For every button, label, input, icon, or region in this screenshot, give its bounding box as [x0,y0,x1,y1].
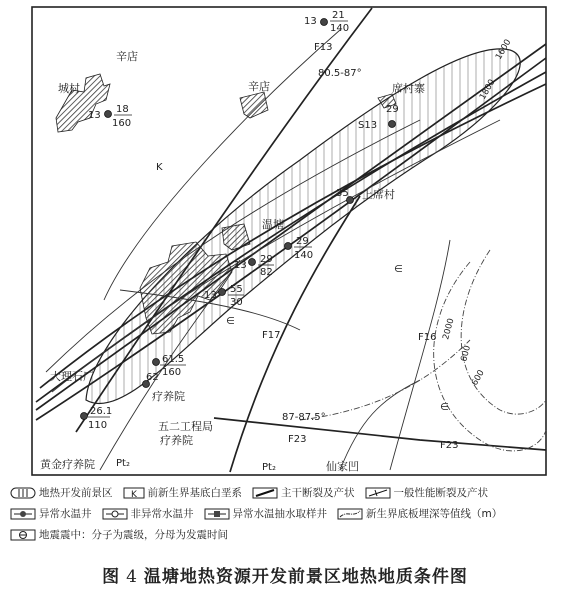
well-6-den: 30 [230,297,243,308]
fault-f23 [214,418,546,450]
contour-east-1 [434,262,546,451]
legend-label-main-fault: 主干断裂及产状 [281,487,355,499]
legend-label-zone: 地热开发前景区 [39,487,113,499]
legend-label-quake: 地震震中：分子为震级，分母为发震时间 [39,529,228,541]
symbol-cambrian-2: ∈ [226,316,235,327]
well-8-num: 62 [146,372,159,383]
label-dip-2: 87-87.5° [282,412,326,423]
well-4-num: 29 [296,236,309,247]
legend-item-zone [10,485,113,500]
well-5-num: 29 [260,254,273,265]
label-f16: F16 [418,332,437,343]
legend-label-k: 前新生界基底白垩系 [147,487,242,499]
legend-item-main-fault [252,485,355,500]
well-5-den: 82 [260,267,273,278]
legend-row-3 [10,524,562,545]
well-7-den: 160 [162,367,182,378]
well-9-den: 110 [88,420,108,431]
legend-item-abnormal-well [10,506,92,521]
label-f23-east: F23 [440,440,459,451]
well-3-num: 29 [386,104,399,115]
well-5-marker [249,259,256,266]
well-6-top: 13 [204,290,217,301]
legend-zone-icon [10,487,36,499]
symbol-pt-2: Pt₂ [262,462,276,473]
well-6-num: 55 [230,284,243,295]
place-xindian-mid: 辛店 [248,80,270,93]
legend-non-abnormal-well-icon [102,508,128,520]
legend-item-general-fault [365,485,489,500]
k-block-xindian [240,92,268,118]
well-1-num: 21 [332,10,345,21]
legend-contour-icon [337,508,363,520]
contour-east-2 [461,250,546,414]
caption-title: 温塘地热资源开发前景区地热地质条件图 [143,567,468,587]
well-2-marker [105,111,112,118]
well-9-num: 26.1 [90,406,113,417]
well-2-den: 160 [112,118,132,129]
legend-k-icon [123,487,145,499]
place-wuqi: 五二工程局 [158,420,213,433]
place-xindian-top: 辛店 [116,50,138,63]
svg-text:K: K [130,489,137,499]
caption-number: 4 [126,567,138,587]
label-f23-center: F23 [288,434,307,445]
legend-quake-icon [10,529,36,541]
well-3-top: S13 [358,120,378,131]
well-2-num: 18 [116,104,129,115]
legend [10,482,562,545]
legend-general-fault-icon [365,487,391,499]
contour-label-1800: 1800 [477,77,498,102]
label-dip-1: 80.5-87° [318,68,362,79]
well-2-top: 13 [88,110,101,121]
general-fault-5 [340,380,420,470]
legend-row-1 [10,482,562,503]
cenozoic-floor-contours [300,250,546,451]
legend-sample-well-icon [204,508,230,520]
well-3-marker [389,121,396,128]
symbol-pt-1: Pt₂ [116,458,130,469]
legend-item-k [123,485,243,500]
legend-label-sample-well: 异常水温抽水取样井 [232,508,327,520]
well-1-top: 13 [304,16,317,27]
figure-caption [0,562,570,587]
place-wentang: 温塘 [262,218,284,231]
symbol-k: K [156,162,163,173]
well-5-top: 13 [234,260,247,271]
caption-prefix: 图 [102,567,121,587]
legend-item-quake [10,527,228,542]
place-huangjin: 黄金疗养院 [40,458,95,471]
legend-item-contour [337,506,502,521]
contour-label-600-1: 600 [459,344,474,363]
symbol-cambrian-1: ∈ [394,264,403,275]
well-4-marker [285,243,292,250]
well-6-marker [219,289,226,296]
well-1-den: 140 [330,23,350,34]
well-10-num: 35 [336,188,349,199]
well-7-num: 61.5 [162,354,185,365]
well-9-marker [81,413,88,420]
well-4-den: 140 [294,250,314,261]
legend-label-general-fault: 一般性能断裂及产状 [393,487,488,499]
contour-label-600-2: 600 [469,368,487,388]
label-f13: F13 [314,42,333,53]
place-xiandu: 仙家凹 [326,460,359,473]
label-f17: F17 [262,330,281,341]
legend-row-2 [10,503,562,524]
contour-label-2000: 2000 [441,317,457,341]
legend-item-non-abnormal-well [102,506,194,521]
well-1-marker [321,19,328,26]
legend-label-contour: 新生界底板埋深等值线（m） [366,508,503,520]
legend-item-sample-well [204,506,328,521]
contour-label-1600: 1600 [493,37,514,62]
place-xicun: 席村寨 [392,82,425,95]
legend-main-fault-icon [252,487,278,499]
symbol-cambrian-3: ∈ [440,402,449,413]
legend-label-abnormal-well: 异常水温井 [39,508,92,520]
place-shangxicun: 上席村 [362,188,395,201]
place-chengcun: 城村 [58,82,80,95]
place-zhiliao: 疗养院 [152,390,185,403]
legend-label-non-abnormal-well: 非异常水温井 [130,508,194,520]
place-dali: 大理石厂 [50,370,94,383]
well-7-marker [153,359,160,366]
legend-abnormal-well-icon [10,508,36,520]
place-wuqi-sub: 疗养院 [160,434,193,447]
